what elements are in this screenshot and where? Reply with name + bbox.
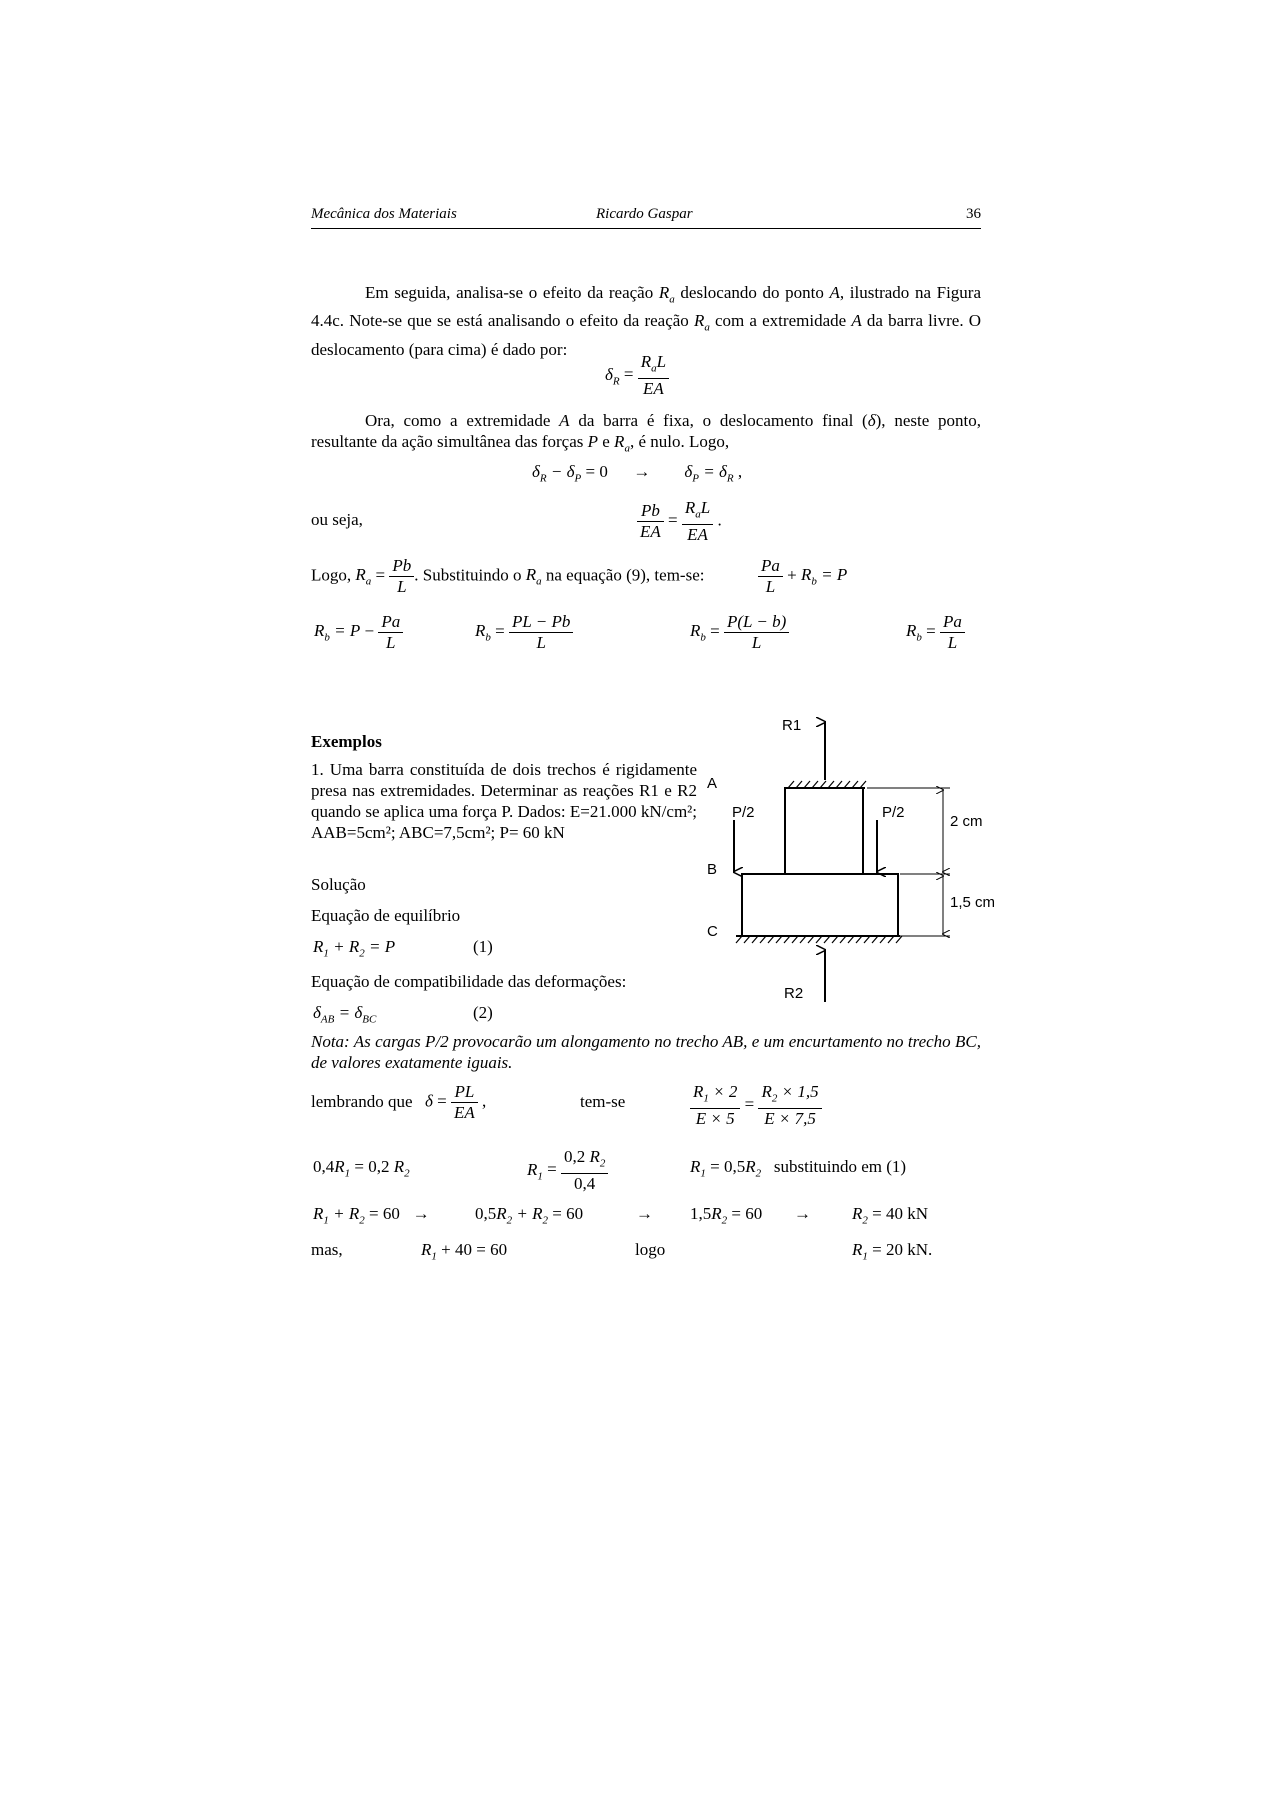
formula-step-7: $R_1 + 40 = 60$ [421, 1240, 508, 1263]
formula-step-1: $0,4R_1 = 0,2$ $R_2$ [313, 1157, 410, 1180]
formula-rb-1: $R_b = P$ − $\frac{Pa}{L}$ [314, 612, 403, 653]
formula-equality: $\frac{Pb}{EA}$ = $\frac{R_aL}{EA}$ . [637, 498, 722, 545]
segment-bc [742, 874, 898, 936]
bar-diagram [700, 710, 1010, 1020]
formula-rb-4: $R_b$ = $\frac{Pa}{L}$ [906, 612, 965, 653]
equation-2: $\delta_{AB} = \delta_{BC}$ [313, 1003, 377, 1026]
formula-r1-result: $R_1 = 20$ kN. [852, 1240, 933, 1263]
example-note: Nota: As cargas P/2 provocarão um alongamento no trecho AB, e um encurtamento no trecho BC, de valores exatamente iguais. [311, 1032, 981, 1072]
formula-arrow-1: → [636, 1204, 653, 1223]
point-a-label: A [707, 775, 718, 792]
header-book-title: Mecânica dos Materiais [311, 206, 457, 222]
dim-bc-label: 1,5 cm [950, 894, 996, 911]
equilibrium-label: Equação de equilíbrio [311, 906, 461, 925]
formula-step-3: $R_1 = 0,5R_2$ substituindo em (1) [690, 1157, 907, 1180]
bottom-support-hatch [736, 936, 902, 943]
intro-paragraph-1: Em seguida, analisa-se o efeito da reação $R_a$ deslocando do ponto A, ilustrado na Figura 4.4c. Note-se que se está analisando o efeito da reação $R_a$ com a extremidade A da barra livre. O deslocamento (para cima) é dado por: [311, 283, 982, 359]
equation-2-number: (2) [473, 1003, 493, 1022]
segment-ab [785, 788, 863, 874]
mas-label: mas, [311, 1240, 343, 1259]
intro-paragraph-2: Ora, como a extremidade A da barra é fixa, o deslocamento final (δ), neste ponto, resultante da ação simultânea das forças P e $R_a$, é nulo. Logo, [311, 411, 982, 455]
formula-step-6: $1,5R_2 = 60$ [690, 1204, 763, 1227]
formula-rb-2: $R_b$ = $\frac{PL - Pb}{L}$ [475, 612, 573, 653]
lembrando-label: lembrando que [311, 1092, 413, 1111]
formula-ratio: $\frac{R_1 \times 2}{E \times 5}$ = $\frac{R_2 \times 1,5}{E \times 7,5}$ [690, 1082, 822, 1129]
ou-seja-label: ou seja, [311, 510, 363, 529]
formula-arrow-2: → [794, 1204, 811, 1223]
point-b-label: B [707, 861, 718, 878]
formula-compatibility: $\delta_R - \delta_P = 0$ → $\delta_P = \delta_R$ , [532, 462, 743, 485]
compatibility-label: Equação de compatibilidade das deformações: [311, 972, 627, 991]
formula-delta-pl: δ = $\frac{PL}{EA}$ , [425, 1082, 487, 1122]
tem-se-label: tem-se [580, 1092, 626, 1111]
p-left-label: P/2 [732, 804, 755, 821]
formula-r2-result: $R_2 = 40$ kN [852, 1204, 929, 1227]
examples-heading: Exemplos [311, 732, 382, 751]
logo-label: logo [635, 1240, 666, 1259]
formula-step-5: $0,5R_2 + R_2 = 60$ [475, 1204, 584, 1227]
r1-label: R1 [782, 717, 802, 734]
r2-label: R2 [784, 985, 804, 1002]
formula-ra-line: Logo, $R_a$ = $\frac{Pb}{L}$ . Substituindo o $R_a$ na equação (9), tem-se: [311, 556, 705, 596]
formula-step-2: $R_1$ = $\frac{0,2 R_2}{0,4}$ [527, 1147, 608, 1194]
header-page-number: 36 [966, 206, 981, 222]
p-right-label: P/2 [882, 804, 905, 821]
formula-step-4: $R_1 + R_2 = 60$ → [313, 1204, 430, 1227]
solution-label: Solução [311, 875, 366, 894]
header-author: Ricardo Gaspar [596, 206, 693, 222]
page-header [311, 204, 981, 229]
equation-1: $R_1 + R_2 = P$ [313, 937, 396, 960]
formula-sum: $\frac{Pa}{L}$ + $R_b = P$ [758, 556, 847, 597]
dim-ab-label: 2 cm [950, 813, 983, 830]
formula-rb-3: $R_b$ = $\frac{P(L - b)}{L}$ [690, 612, 789, 653]
top-support-hatch [788, 781, 866, 788]
point-c-label: C [707, 923, 718, 940]
equation-1-number: (1) [473, 937, 493, 956]
formula-delta-r: $\delta_R$ = $\frac{R_aL}{EA}$ [605, 352, 669, 399]
example-1-statement: 1. Uma barra constituída de dois trechos é rigidamente presa nas extremidades. Determinar as reações R1 e R2 quando se aplica uma força P. Dados: E=21.000 kN/cm²; AAB=5cm²; ABC=7,5cm²; P= 60 kN [311, 760, 697, 842]
